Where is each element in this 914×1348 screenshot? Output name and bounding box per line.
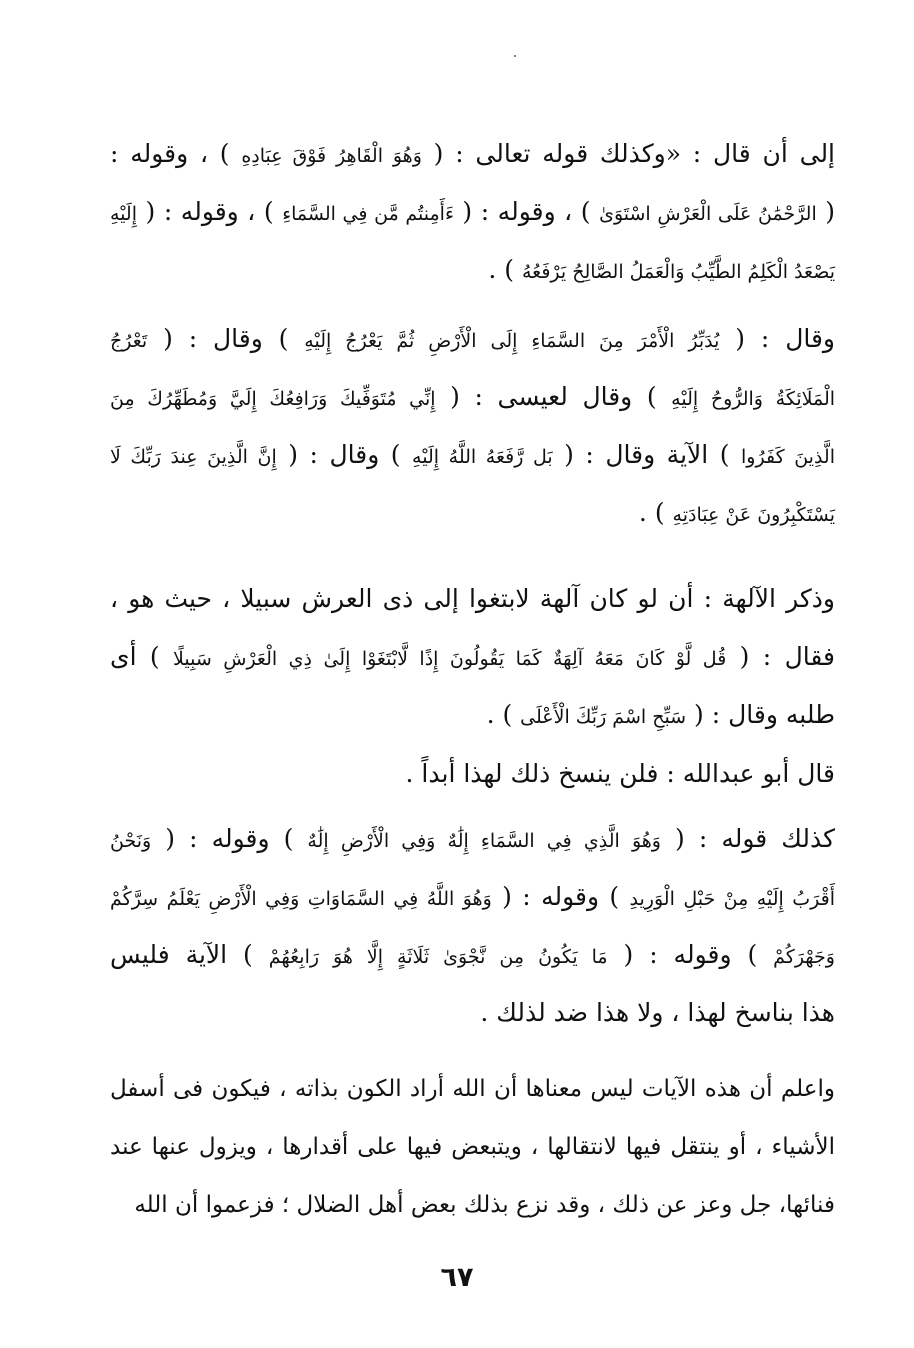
text-segment: كذلك قوله : ( [660, 824, 836, 853]
page-number: ٦٧ [440, 1262, 474, 1293]
quran-verse: إِنِّي مُتَوَفِّيكَ وَرَافِعُكَ إِلَيَّ وَمُطَهِّرُكَ مِنَ [110, 388, 436, 410]
text-line [110, 984, 835, 1042]
text-segment: ) . [638, 498, 673, 527]
text-segment: ) . [488, 255, 522, 284]
paper-speck [514, 55, 516, 57]
text-line [110, 745, 835, 803]
text-line [110, 686, 835, 744]
paragraph [110, 570, 835, 744]
text-segment: قال أبو عبدالله : فلن ينسخ ذلك لهذا أبداً . [405, 759, 835, 788]
text-line [110, 426, 835, 484]
quran-verse: مَا يَكُونُ مِن نَّجْوَىٰ ثَلَاثَةٍ إِلَّا هُوَ رَابِعُهُمْ [268, 946, 608, 968]
text-line [110, 183, 835, 241]
quran-verse: إِلَيْهِ [110, 203, 137, 225]
text-line [110, 368, 835, 426]
quran-verse: بَل رَّفَعَهُ اللَّهُ إِلَيْهِ [412, 446, 553, 468]
text-line [110, 1176, 835, 1234]
text-segment: وذكر الآلهة : أن لو كان آلهة لابتغوا إلى ذى العرش سبيلا ، حيث هو ، [110, 584, 835, 613]
text-line [110, 570, 835, 628]
text-segment: ) وقوله : ( [151, 824, 308, 853]
quran-verse: وَهُوَ الَّذِي فِي السَّمَاءِ إِلَٰهٌ وَفِي الْأَرْضِ إِلَٰهٌ [307, 830, 661, 852]
text-segment: ) الآية فليس [110, 940, 269, 969]
text-line [110, 241, 835, 299]
text-segment: ) أى [110, 642, 174, 671]
quran-verse: قُل لَّوْ كَانَ مَعَهُ آلِهَةٌ كَمَا يَقُولُونَ إِذًا لَّابْتَغَوْا إِلَىٰ ذِي الْعَرْشِ سَبِيلًا [173, 648, 727, 670]
text-segment: ) وقوله : ( [491, 882, 630, 911]
quran-verse: ءَأَمِنتُم مَّن فِي السَّمَاءِ [282, 203, 454, 225]
quran-verse: وَنَحْنُ [110, 830, 152, 852]
quran-verse: الرَّحْمَٰنُ عَلَى الْعَرْشِ اسْتَوَىٰ [599, 203, 817, 225]
text-segment: واعلم أن هذه الآيات ليس معناها أن الله أراد الكون بذاته ، فيكون فى أسفل [110, 1076, 835, 1102]
text-line [110, 628, 835, 686]
text-segment: ) ، وقوله : [110, 139, 242, 168]
text-segment: إلى أن قال : «وكذلك قوله تعالى : ( [421, 139, 836, 168]
paragraph [110, 125, 835, 299]
text-segment: فنائها، جل وعز عن ذلك ، وقد نزع بذلك بعض أهل الضلال ؛ فزعموا أن الله [134, 1192, 835, 1218]
quran-verse: يَسْتَكْبِرُونَ عَنْ عِبَادَتِهِ [672, 504, 835, 526]
text-line [110, 125, 835, 183]
quran-verse: إِنَّ الَّذِينَ عِندَ رَبِّكَ لَا [110, 446, 277, 468]
paragraph [110, 810, 835, 1042]
quran-verse: يُدَبِّرُ الْأَمْرَ مِنَ السَّمَاءِ إِلَى الْأَرْضِ ثُمَّ يَعْرُجُ إِلَيْهِ [304, 330, 720, 352]
text-segment: ) ، وقوله : ( [453, 197, 600, 226]
text-line [110, 926, 835, 984]
quran-verse: وَهُوَ الْقَاهِرُ فَوْقَ عِبَادِهِ [241, 145, 422, 167]
text-segment: ( [816, 197, 836, 226]
text-line [110, 1118, 835, 1176]
text-segment: ) ، وقوله : ( [137, 197, 283, 226]
text-line [110, 1060, 835, 1118]
text-segment: ) وقال : ( [276, 440, 413, 469]
quran-verse: سَبِّحِ اسْمَ رَبِّكَ الْأَعْلَى [520, 706, 687, 728]
text-segment: فقال : ( [726, 642, 835, 671]
quran-verse: يَصْعَدُ الْكَلِمُ الطَّيِّبُ وَالْعَمَلُ الصَّالِحُ يَرْفَعُهُ [521, 261, 835, 283]
paragraph [110, 310, 835, 542]
quran-verse: أَقْرَبُ إِلَيْهِ مِنْ حَبْلِ الْوَرِيدِ [629, 888, 835, 910]
text-segment: ) وقوله : ( [607, 940, 774, 969]
text-segment: ) وقال لعيسى : ( [435, 382, 672, 411]
paragraph [110, 1060, 835, 1234]
paragraph [110, 745, 835, 803]
text-segment: وقال : ( [719, 324, 836, 353]
quran-verse: الَّذِينَ كَفَرُوا [741, 446, 836, 468]
quran-verse: الْمَلَائِكَةُ وَالرُّوحُ إِلَيْهِ [671, 388, 836, 410]
quran-verse: وَجَهْرَكُمْ [773, 946, 835, 968]
text-line [110, 484, 835, 542]
quran-verse: وَهُوَ اللَّهُ فِي السَّمَاوَاتِ وَفِي الْأَرْضِ يَعْلَمُ سِرَّكُمْ [110, 888, 492, 910]
text-segment: ) وقال : ( [147, 324, 305, 353]
text-segment: هذا بناسخ لهذا ، ولا هذا ضد لذلك . [480, 998, 835, 1027]
text-line [110, 810, 835, 868]
text-line [110, 868, 835, 926]
text-segment: ) الآية وقال : ( [552, 440, 742, 469]
text-line [110, 310, 835, 368]
text-segment: طلبه وقال : ( [686, 700, 835, 729]
text-segment: الأشياء ، أو ينتقل فيها لانتقالها ، ويتبعض فيها على أقدارها ، ويزول عنها عند [110, 1134, 835, 1160]
quran-verse: تَعْرُجُ [110, 330, 148, 352]
text-segment: ) . [486, 700, 521, 729]
